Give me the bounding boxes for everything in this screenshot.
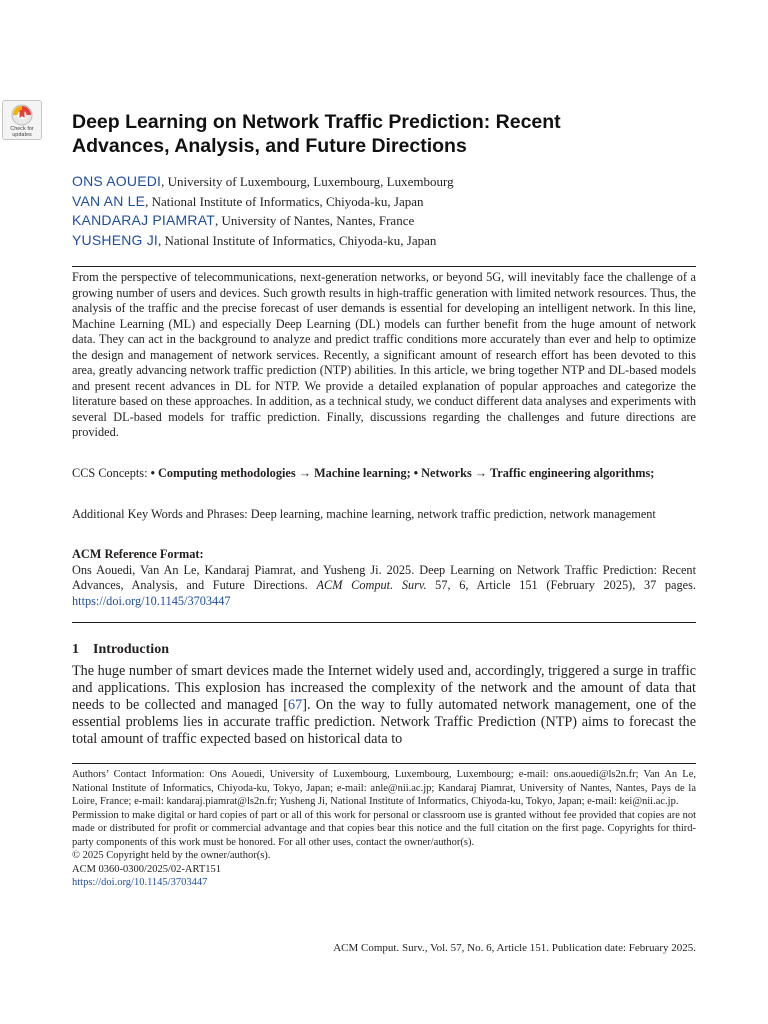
- ccs-concepts: [72, 466, 696, 482]
- intro-text-start: The huge number of smart devices made the Internet widely used and, accordingly, triggered a surge in traffic and applications. This explosion has increased the complexity of the network and the amount of data that needs to be collected and managed [: [72, 663, 696, 713]
- reference-citation: [72, 563, 696, 610]
- check-for-updates-icon: [11, 104, 33, 126]
- introduction-paragraph: [72, 663, 696, 748]
- citation-journal: ACM Comput. Surv.: [316, 578, 427, 592]
- author-entry: [72, 231, 696, 251]
- author-affiliation: , University of Luxembourg, Luxembourg, Luxembourg: [161, 174, 454, 189]
- author-affiliation: , National Institute of Informatics, Chiyoda-ku, Japan: [145, 193, 424, 209]
- abstract: [72, 270, 696, 441]
- badge-label-1: Check for: [10, 126, 34, 132]
- section-heading: [72, 642, 169, 658]
- keywords-text: Deep learning, machine learning, network traffic prediction, network management: [250, 507, 656, 521]
- section-number: 1: [72, 642, 79, 657]
- footnote-rule: [72, 763, 696, 764]
- author-entry: [72, 211, 696, 231]
- title-line-1: Deep Learning on Network Traffic Prediction: Recent: [72, 111, 561, 133]
- title-line-2: Advances, Analysis, and Future Directions: [72, 135, 467, 157]
- author-name[interactable]: VAN AN LE: [72, 192, 146, 209]
- author-entry: [72, 172, 696, 192]
- keywords: [72, 507, 696, 523]
- section-title: Introduction: [93, 642, 169, 657]
- permission-notice: Permission to make digital or hard copies of part or all of this work for personal or classroom use is granted without fee provided that copies are not made or distributed for profit or commercial advantage and that copies bear this notice and the full citation on the first page. Copyrights for third-party components of this work must be honored. For all other uses, contact the owner/author(s).: [72, 809, 696, 848]
- reference-format: [72, 547, 696, 609]
- contact-info: Authors’ Contact Information: Ons Aouedi, University of Luxembourg, Luxembourg, Luxembourg; e-mail: ons.aouedi@ls2n.fr; Van An Le, National Institute of Informatics, Chiyoda-ku, Tokyo, Japan; e-mail: anle@nii.ac.jp; Kandaraj Piamrat, University of Nantes, Nantes, Pays de la Loire, France; e-mail: kandaraj.piamrat@ls2n.fr; Yusheng Ji, National Institute of Informatics, Chiyoda-ku, Tokyo, Japan; e-mail: kei@nii.ac.jp.: [72, 769, 696, 807]
- intro-text-end: ]. On the way to fully automated network management, one of the essential problems lies in accurate traffic prediction. Network Traffic Prediction (NTP) aims to forecast the total amount of traffic expected based on historical data to: [72, 697, 696, 747]
- ccs-concepts-text: • Computing methodologies → Machine learning; • Networks → Traffic engineering algorithms;: [150, 466, 655, 480]
- issn-line: ACM 0360-0300/2025/02-ART151: [72, 863, 221, 875]
- check-for-updates-badge[interactable]: [2, 100, 42, 140]
- author-list: [72, 172, 696, 250]
- author-name[interactable]: YUSHENG JI: [72, 231, 159, 248]
- doi-link[interactable]: https://doi.org/10.1145/3703447: [72, 593, 231, 608]
- ccs-label: CCS Concepts:: [72, 466, 151, 480]
- abstract-text: From the perspective of telecommunications, next-generation networks, or beyond 5G, will inevitably face the challenge of a growing number of users and devices. Such growth results in high-traffic generation with limited network resources. Thus, the analysis of the traffic and the precise forecast of user demands is essential for developing an intelligent network. In this line, Machine Learning (ML) and especially Deep Learning (DL) models can further benefit from the huge amount of network data. They can act in the background to analyze and predict traffic conditions more accurately than ever and help to optimize the design and management of network services. Recently, a significant amount of research effort has been devoted to this area, greatly advancing network traffic prediction (NTP) abilities. In this article, we bring together NTP and DL-based models and present recent advances in DL for NTP. We provide a detailed explanation of popular approaches and categorize the literature based on these approaches. In addition, as a technical study, we conduct different data analyses and experiments with several DL-based models for traffic prediction. Finally, discussions regarding the challenges and future directions are provided.: [72, 270, 696, 439]
- badge-label-2: updates: [12, 132, 32, 138]
- footnote-block: [72, 768, 696, 890]
- author-affiliation: , National Institute of Informatics, Chiyoda-ku, Japan: [158, 232, 437, 248]
- page-footer: ACM Comput. Surv., Vol. 57, No. 6, Article 151. Publication date: February 2025.: [333, 942, 696, 954]
- author-entry: [72, 192, 696, 212]
- author-name[interactable]: KANDARAJ PIAMRAT: [72, 212, 215, 228]
- reference-heading: ACM Reference Format:: [72, 547, 204, 561]
- citation-end: 57, 6, Article 151 (February 2025), 37 pages.: [426, 578, 696, 592]
- copyright-notice: © 2025 Copyright held by the owner/author(s).: [72, 850, 271, 861]
- paper-title: [72, 110, 696, 158]
- citation-start: Ons Aouedi, Van An Le, Kandaraj Piamrat, and Yusheng Ji. 2025. Deep Learning on Network Traffic Prediction: Recent Advances, Analysis, and Future Directions.: [72, 562, 696, 592]
- footnote-doi-link[interactable]: https://doi.org/10.1145/3703447: [72, 877, 208, 888]
- abstract-bottom-rule: [72, 622, 696, 623]
- author-name[interactable]: ONS AOUEDI: [72, 173, 162, 189]
- citation-link[interactable]: 67: [288, 697, 303, 713]
- author-affiliation: , University of Nantes, Nantes, France: [214, 213, 415, 228]
- abstract-top-rule: [72, 266, 696, 267]
- keywords-label: Additional Key Words and Phrases:: [72, 507, 251, 521]
